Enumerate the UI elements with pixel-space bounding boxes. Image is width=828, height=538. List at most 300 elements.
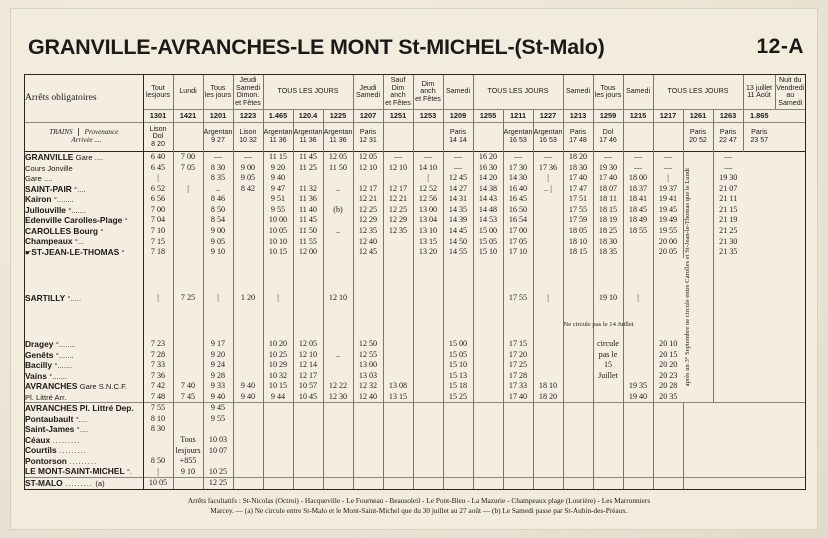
blank-cell: [443, 403, 473, 414]
blank-cell: [323, 435, 353, 446]
cell: 11 45: [293, 216, 323, 227]
cell: [473, 371, 503, 382]
blank-cell: [473, 446, 503, 457]
service-col-6: Sauf Dim anch et Fêtes: [383, 75, 413, 110]
cell: |: [623, 258, 653, 339]
note-a-marker: (a): [95, 479, 105, 489]
cell: 10 05: [263, 226, 293, 237]
cell: 18 25: [593, 226, 623, 237]
trains-label: TRAINS: [49, 128, 73, 137]
cell: 12 25: [383, 205, 413, 216]
cell: 12 21: [383, 195, 413, 206]
blank-cell: [683, 403, 713, 414]
cell: circule: [593, 339, 623, 350]
blank-cell: [533, 456, 563, 467]
header-provenance-row: [25, 122, 805, 152]
cell: 15 13: [443, 371, 473, 382]
blank-cell: [383, 446, 413, 457]
cell: ..: [323, 184, 353, 195]
cell: 9 40: [203, 392, 233, 403]
cell: 13 20: [413, 247, 443, 258]
cell: 19 30: [719, 173, 738, 183]
train-number-16: 1215: [623, 110, 653, 123]
cell: 11 25: [293, 163, 323, 174]
cell: 17 20: [503, 350, 533, 361]
cell: 17 59: [563, 216, 593, 227]
cell: —: [724, 152, 733, 162]
cell: 11 50: [323, 163, 353, 174]
cell: [383, 350, 413, 361]
train-number-1: 1421: [173, 110, 203, 123]
cell: 16 40: [503, 184, 533, 195]
blank-cell: [653, 403, 683, 414]
train-number-11: 1255: [473, 110, 503, 123]
cell: 12 25: [203, 478, 233, 489]
cell: 14 38: [473, 184, 503, 195]
timetable-table: [25, 75, 805, 489]
cell: 10 25: [263, 350, 293, 361]
cell: 14 30: [503, 174, 533, 185]
cell: 9 55: [203, 414, 233, 425]
cell: [323, 195, 353, 206]
cell: [173, 174, 203, 185]
blank-cell: [353, 467, 383, 478]
cell: —: [443, 152, 473, 163]
stop-granville-gare: GRANVILLE Gare ....: [25, 152, 143, 163]
cell: [623, 237, 653, 248]
page-code: 12-A: [756, 35, 804, 58]
cell: 12 40: [353, 392, 383, 403]
blank-cell: [203, 456, 233, 467]
cell: 18 55: [623, 226, 653, 237]
blank-cell: [323, 478, 353, 489]
cell: Juillet: [593, 371, 623, 382]
cell: 9 40: [233, 392, 263, 403]
cell: 14 55: [443, 247, 473, 258]
cell: 13 04: [413, 216, 443, 227]
cell: |: [263, 258, 293, 339]
cell: 8 30: [203, 163, 233, 174]
cell: 13 00: [353, 360, 383, 371]
prov-2: Argentan 9 27: [203, 122, 233, 152]
blank-cell: [503, 446, 533, 457]
cell: 14 45: [443, 226, 473, 237]
blank-cell: [443, 414, 473, 425]
blank-cell: [623, 456, 653, 467]
cell: [323, 360, 353, 371]
cell: ..: [323, 350, 353, 361]
blank-cell: [563, 467, 593, 478]
blank-cell: [623, 414, 653, 425]
blank-cell: [593, 425, 623, 436]
cell: 12 25: [353, 205, 383, 216]
cell: 18 10: [563, 237, 593, 248]
blank-cell: [233, 425, 263, 436]
cell: [173, 247, 203, 258]
cell: 19 45: [653, 205, 683, 216]
blank-cell: [413, 446, 443, 457]
blank-cell: [353, 478, 383, 489]
blank-cell: [233, 467, 263, 478]
cell: —: [233, 152, 263, 163]
service-col-5: Jeudi Samedi: [353, 75, 383, 110]
cell: [293, 174, 323, 185]
service-col-13: TOUS LES JOURS: [653, 75, 743, 110]
blank-cell: [233, 446, 263, 457]
cell: 10 29: [263, 360, 293, 371]
blank-cell: [293, 456, 323, 467]
cell: 7 33: [143, 360, 173, 371]
prov-20: Paris 23 57: [750, 128, 769, 145]
cell: 18 11: [593, 195, 623, 206]
train-number-8: 1251: [383, 110, 413, 123]
cell: 18 07: [593, 184, 623, 195]
train-number-6: 1225: [323, 110, 353, 123]
cell: 16 30: [473, 163, 503, 174]
cell: [383, 258, 413, 339]
cell: 9 24: [203, 360, 233, 371]
cell: 7 18: [143, 247, 173, 258]
cell: —: [383, 152, 413, 163]
cell: 9 28: [203, 371, 233, 382]
title-row: [28, 30, 804, 64]
cell: 17 05: [503, 237, 533, 248]
cell: 21 30: [719, 236, 738, 246]
blank-cell: [653, 446, 683, 457]
cell: 14 50: [443, 237, 473, 248]
cell: 8 46: [203, 195, 233, 206]
cell: |: [413, 174, 443, 185]
cell: 12 10: [323, 258, 353, 339]
train-number-14: 1213: [563, 110, 593, 123]
cell: |: [173, 184, 203, 195]
cell: 17 10: [503, 247, 533, 258]
stop-jullouville: Jullouville °.......: [25, 205, 143, 216]
blank-cell: [233, 414, 263, 425]
stop-sartilly: SARTILLY °.....: [25, 258, 143, 339]
cell: [353, 258, 383, 339]
cell: 11 32: [293, 184, 323, 195]
cell: 19 55: [653, 226, 683, 237]
cell: 10 05: [143, 478, 173, 489]
prov-0: Lison Dol 8 20: [143, 122, 173, 152]
blank-cell: [233, 435, 263, 446]
blank-cell: [563, 478, 593, 489]
cell: |: [143, 258, 173, 339]
cell: [473, 381, 503, 392]
footnotes: [40, 496, 798, 516]
cell: [233, 371, 263, 382]
cell: 10 25: [203, 467, 233, 478]
cell: 21 19: [719, 215, 738, 225]
cell: 9 20: [203, 350, 233, 361]
cell: 17 51: [563, 195, 593, 206]
blank-cell: [263, 456, 293, 467]
blank-cell: [413, 403, 443, 414]
blank-cell: [383, 425, 413, 436]
prov-12: Argentan 16 53: [503, 122, 533, 152]
service-col-7: Dim anch et Fêtes: [413, 75, 443, 110]
cell: 8 35: [203, 174, 233, 185]
train-number-17: 1217: [653, 110, 683, 123]
cell: 12 56: [413, 195, 443, 206]
cell: 7 00: [143, 205, 173, 216]
cell: 17 47: [563, 184, 593, 195]
cell: [173, 216, 203, 227]
cell: 9 51: [263, 195, 293, 206]
cell: 6 40: [143, 152, 173, 163]
cell: [233, 339, 263, 350]
train-number-2: 1201: [203, 110, 233, 123]
cell: [533, 371, 563, 382]
cell: 18 49: [623, 216, 653, 227]
train-number-7: 1207: [353, 110, 383, 123]
cell: [623, 360, 653, 371]
cell: 15 10: [473, 247, 503, 258]
trains-provenance-label: [25, 122, 143, 152]
cell: 17 55: [563, 205, 593, 216]
service-col-3: Jeudi Samedi Dimon. et Fêtes: [233, 75, 263, 110]
cell: 15 05: [473, 237, 503, 248]
cell: 8 54: [203, 216, 233, 227]
prov-5: Argentan 11 36: [293, 122, 323, 152]
blank-cell: [683, 478, 713, 489]
cell: 12 14: [293, 360, 323, 371]
table-row: [25, 152, 805, 163]
cell: 19 30: [593, 163, 623, 174]
cell: 13 08: [383, 381, 413, 392]
cell: 9 00: [233, 163, 263, 174]
cell: 18 10: [533, 381, 563, 392]
cell: 7 05: [173, 163, 203, 174]
blank-cell: [623, 478, 653, 489]
cell: 7 00: [173, 152, 203, 163]
cell: [473, 258, 503, 339]
blank-cell: [413, 478, 443, 489]
cell: |: [143, 467, 173, 478]
blank-cell: [443, 478, 473, 489]
cell: —: [623, 163, 653, 174]
cell: Tous: [173, 435, 203, 446]
cell: [443, 258, 473, 339]
cell: 17 25: [503, 360, 533, 371]
cell: 20 35: [659, 391, 678, 401]
train-number-15: 1259: [593, 110, 623, 123]
cell: 11 40: [293, 205, 323, 216]
blank-cell: [653, 478, 683, 489]
table-row: [25, 425, 805, 436]
cell: 7 25: [173, 258, 203, 339]
table-row: [25, 435, 805, 446]
cell: 9 17: [203, 339, 233, 350]
cell: 7 04: [143, 216, 173, 227]
stop-avranches-gare-sncf: AVRANCHES Gare S.N.C.F.: [25, 381, 143, 392]
cell: 14 35: [443, 205, 473, 216]
blank-cell: [653, 414, 683, 425]
cell: 15: [593, 360, 623, 371]
blank-cell: [413, 414, 443, 425]
cell: [533, 237, 563, 248]
blank-cell: [683, 425, 713, 436]
train-number-19: 1263: [713, 110, 743, 123]
stop-genets: Genêts °.......: [25, 350, 143, 361]
train-number-3: 1223: [233, 110, 263, 123]
blank-cell: [593, 446, 623, 457]
cell: 7 40: [173, 381, 203, 392]
cell: 10 07: [203, 446, 233, 457]
cell: lesjours: [173, 446, 203, 457]
cell: 14 10: [413, 163, 443, 174]
note-a-lieu-egalement: [413, 258, 443, 403]
cell: [173, 414, 203, 425]
cell: 8 50: [203, 205, 233, 216]
blank-cell: [263, 435, 293, 446]
cell: 13 15: [413, 237, 443, 248]
prov-3: Lison 10 32: [233, 122, 263, 152]
blank-cell: [473, 478, 503, 489]
stop-granville-gare-2: Gare ....: [25, 174, 143, 185]
train-number-4: 1.465: [263, 110, 293, 123]
cell: [473, 392, 503, 403]
cell: 7 15: [143, 237, 173, 248]
cell: [533, 339, 563, 350]
cell: 21 25: [719, 226, 738, 235]
stop-kairon: Kairon °........: [25, 195, 143, 206]
cell: [533, 216, 563, 227]
stop-avranches-pl-littre-dep: AVRANCHES Pl. Littré Dep.: [25, 403, 143, 414]
cell: [293, 258, 323, 339]
blank-cell: [503, 425, 533, 436]
cell: [383, 237, 413, 248]
blank-cell: [593, 414, 623, 425]
cell: 14 43: [473, 195, 503, 206]
service-col-15: Nuit du Vendredi au Samedi: [775, 75, 805, 110]
cell: |: [533, 174, 563, 185]
cell: [593, 392, 623, 403]
blank-cell: [473, 403, 503, 414]
table-row: [25, 403, 805, 414]
blank-cell: [563, 456, 593, 467]
cell: 18 05: [563, 226, 593, 237]
cell: 12 05: [323, 152, 353, 163]
cell: 10 03: [203, 435, 233, 446]
cell: 1 20: [233, 258, 263, 339]
blank-cell: [533, 414, 563, 425]
cell: 12 55: [353, 350, 383, 361]
cell: [323, 247, 353, 258]
cell: [383, 247, 413, 258]
blank-cell: [533, 435, 563, 446]
cell: 12 17: [353, 184, 383, 195]
cell: pas le: [593, 350, 623, 361]
service-col-12: Samedi: [623, 75, 653, 110]
cell: 12 17: [293, 371, 323, 382]
train-number-12: 1211: [503, 110, 533, 123]
cell: 15 25: [443, 392, 473, 403]
cell: 11 55: [293, 237, 323, 248]
table-row: [25, 478, 805, 489]
cell: 7 36: [143, 371, 173, 382]
service-col-8: Samedi: [443, 75, 473, 110]
cell: 14 27: [443, 184, 473, 195]
blank-cell: [233, 478, 263, 489]
blank-cell: [533, 467, 563, 478]
train-number-13: 1227: [533, 110, 563, 123]
cell: 13 03: [353, 371, 383, 382]
blank-cell: [353, 425, 383, 436]
cell: ..: [323, 226, 353, 237]
cell: 12 00: [293, 247, 323, 258]
cell: 17 30: [503, 163, 533, 174]
cell: 12 50: [353, 339, 383, 350]
blank-cell: [323, 446, 353, 457]
blank-cell: [383, 456, 413, 467]
cell: 9 33: [203, 381, 233, 392]
cell: [353, 174, 383, 185]
blank-cell: [263, 467, 293, 478]
cell: 11 36: [293, 195, 323, 206]
blank-cell: [593, 456, 623, 467]
blank-cell: [503, 435, 533, 446]
blank-cell: [683, 467, 713, 478]
cell: 7 45: [173, 392, 203, 403]
cell: 10 15: [263, 247, 293, 258]
blank-cell: [413, 467, 443, 478]
blank-cell: [353, 435, 383, 446]
blank-cell: [443, 456, 473, 467]
blank-cell: [623, 467, 653, 478]
cell: 20 05: [653, 247, 683, 258]
train-number-0: 1301: [143, 110, 173, 123]
cell: ..: [203, 184, 233, 195]
cell: 17 40: [503, 392, 533, 403]
blank-cell: [233, 456, 263, 467]
cell: 12 35: [353, 226, 383, 237]
cell: 7 10: [143, 226, 173, 237]
service-col-1: Lundi: [173, 75, 203, 110]
blank-cell: [533, 425, 563, 436]
blank-cell: [593, 478, 623, 489]
blank-cell: [263, 425, 293, 436]
cell: 8 30: [143, 425, 173, 436]
prov-15: Dol 17 46: [593, 122, 623, 152]
table-row: [25, 414, 805, 425]
footnote-line-1: Arrêts facultatifs : St-Nicolas (Octroi) - Hacqueville - Le Fourneau - Beausoleil - Le Pont-Bleu - La Mazurie - Champeaux plage (Lourière) - Les Marronniers: [187, 496, 651, 505]
cell: 12 52: [413, 184, 443, 195]
cell: 14 39: [443, 216, 473, 227]
cell: 8 42: [233, 184, 263, 195]
blank-cell: [383, 478, 413, 489]
cell: 16 20: [473, 152, 503, 163]
cell: 8 50: [143, 456, 173, 467]
prov-4: Argentan 11 36: [263, 122, 293, 152]
cell: [323, 174, 353, 185]
cell: 18 00: [623, 174, 653, 185]
cell: [233, 216, 263, 227]
cell: —: [653, 163, 683, 174]
stop-st-jean-le-thomas: ☛ST-JEAN-LE-THOMAS °: [25, 247, 143, 258]
cell: 15 00: [443, 339, 473, 350]
cell: 7 48: [143, 392, 173, 403]
blank-cell: [413, 435, 443, 446]
cell: 15 00: [473, 226, 503, 237]
cell: 12 32: [353, 381, 383, 392]
table-row: [25, 467, 805, 478]
cell: 19 49: [653, 216, 683, 227]
train-number-5: 120.4: [293, 110, 323, 123]
blank-cell: [563, 435, 593, 446]
cell: 21 35: [719, 247, 738, 257]
